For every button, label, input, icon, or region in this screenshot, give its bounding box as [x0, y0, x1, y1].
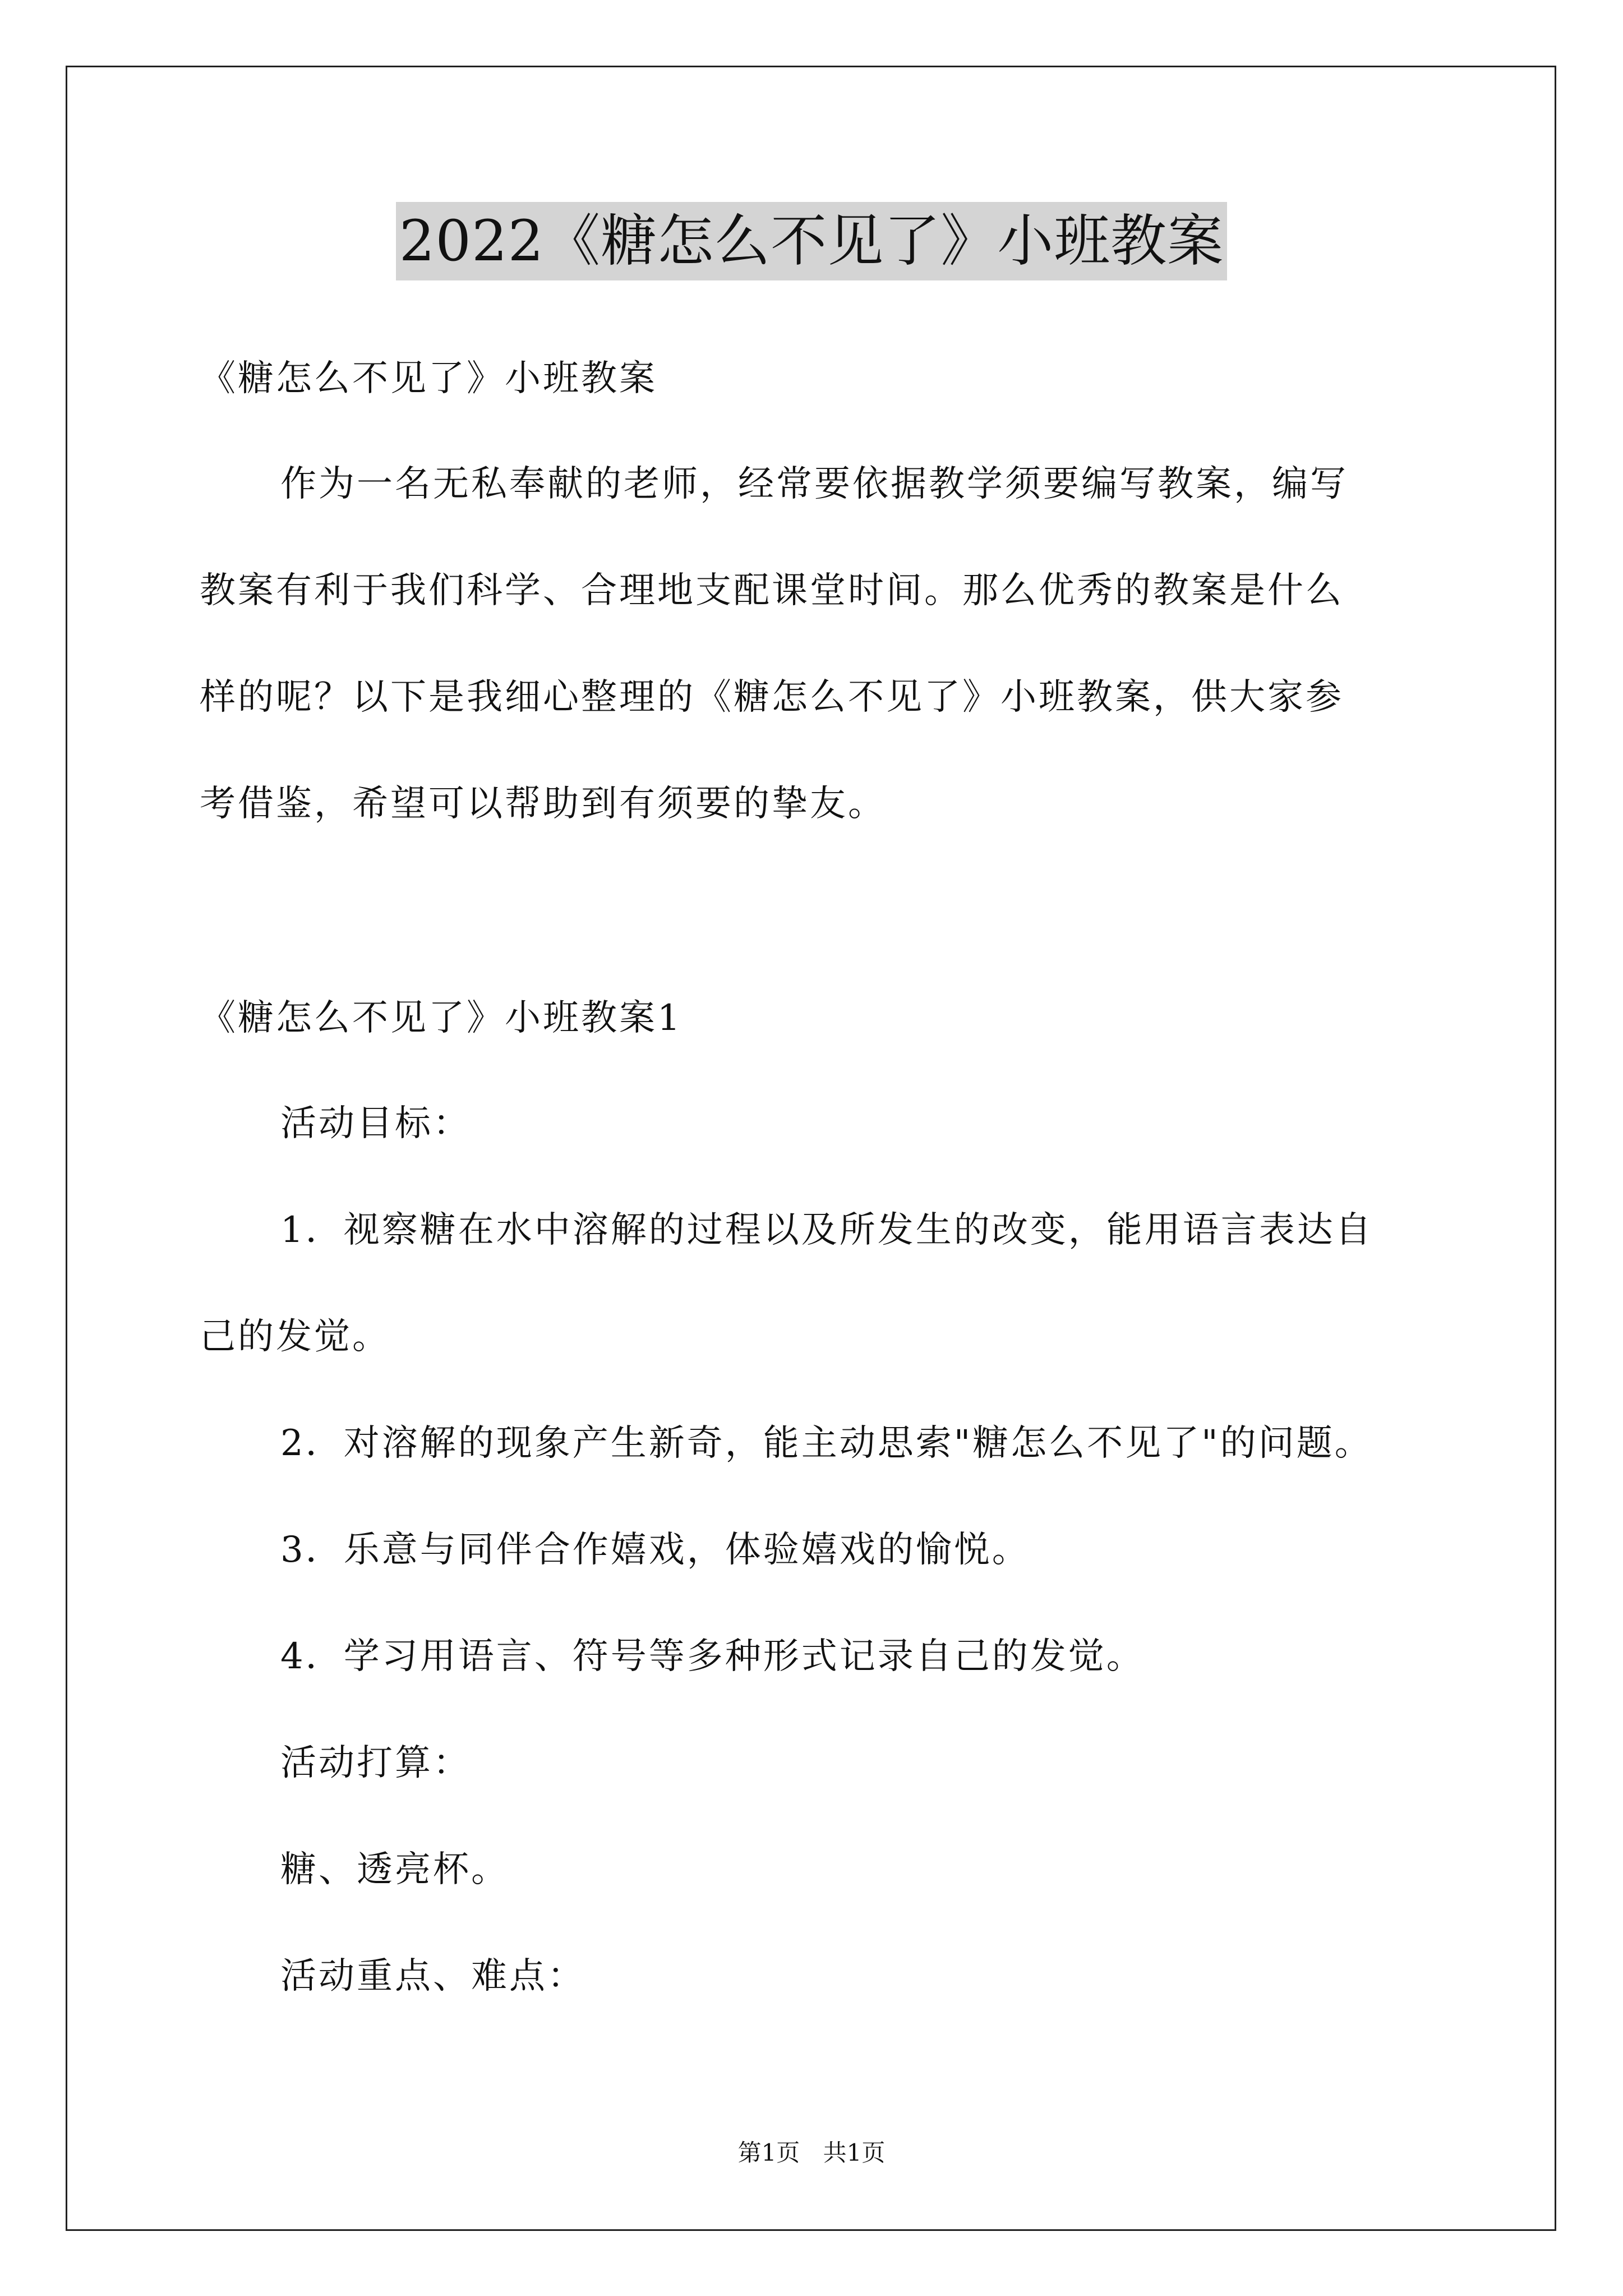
list-item: 4．学习用语言、符号等多种形式记录自己的发觉。 [280, 1636, 1145, 1677]
section-heading: 《糖怎么不见了》小班教案1 [200, 997, 683, 1039]
paragraph-line: 教案有利于我们科学、合理地支配课堂时间。那么优秀的教案是什么 [200, 570, 1344, 611]
section-label-goals: 活动目标： [280, 1103, 471, 1144]
materials-line: 糖、透亮杯。 [280, 1849, 509, 1890]
document-title: 2022《糖怎么不见了》小班教案 [396, 202, 1228, 280]
paragraph-line: 作为一名无私奉献的老师，经常要依据教学须要编写教案，编写 [280, 463, 1348, 505]
list-item: 1．视察糖在水中溶解的过程以及所发生的改变，能用语言表达自 [280, 1209, 1373, 1251]
page-total: 共1页 [823, 2139, 886, 2166]
title-container [0, 202, 1623, 280]
page-current: 第1页 [737, 2139, 800, 2166]
page-footer [0, 2136, 1623, 2170]
subtitle-line: 《糖怎么不见了》小班教案 [200, 358, 657, 399]
list-item: 3．乐意与同伴合作嬉戏，体验嬉戏的愉悦。 [280, 1529, 1030, 1571]
section-label-preparation: 活动打算： [280, 1742, 471, 1784]
paragraph-line: 考借鉴，希望可以帮助到有须要的挚友。 [200, 783, 886, 825]
list-item-continuation: 己的发觉。 [200, 1316, 390, 1358]
list-item: 2．对溶解的现象产生新奇，能主动思索"糖怎么不见了"的问题。 [280, 1423, 1373, 1464]
paragraph-line: 样的呢？以下是我细心整理的《糖怎么不见了》小班教案，供大家参 [200, 677, 1344, 718]
section-label-key-points: 活动重点、难点： [280, 1955, 585, 1997]
